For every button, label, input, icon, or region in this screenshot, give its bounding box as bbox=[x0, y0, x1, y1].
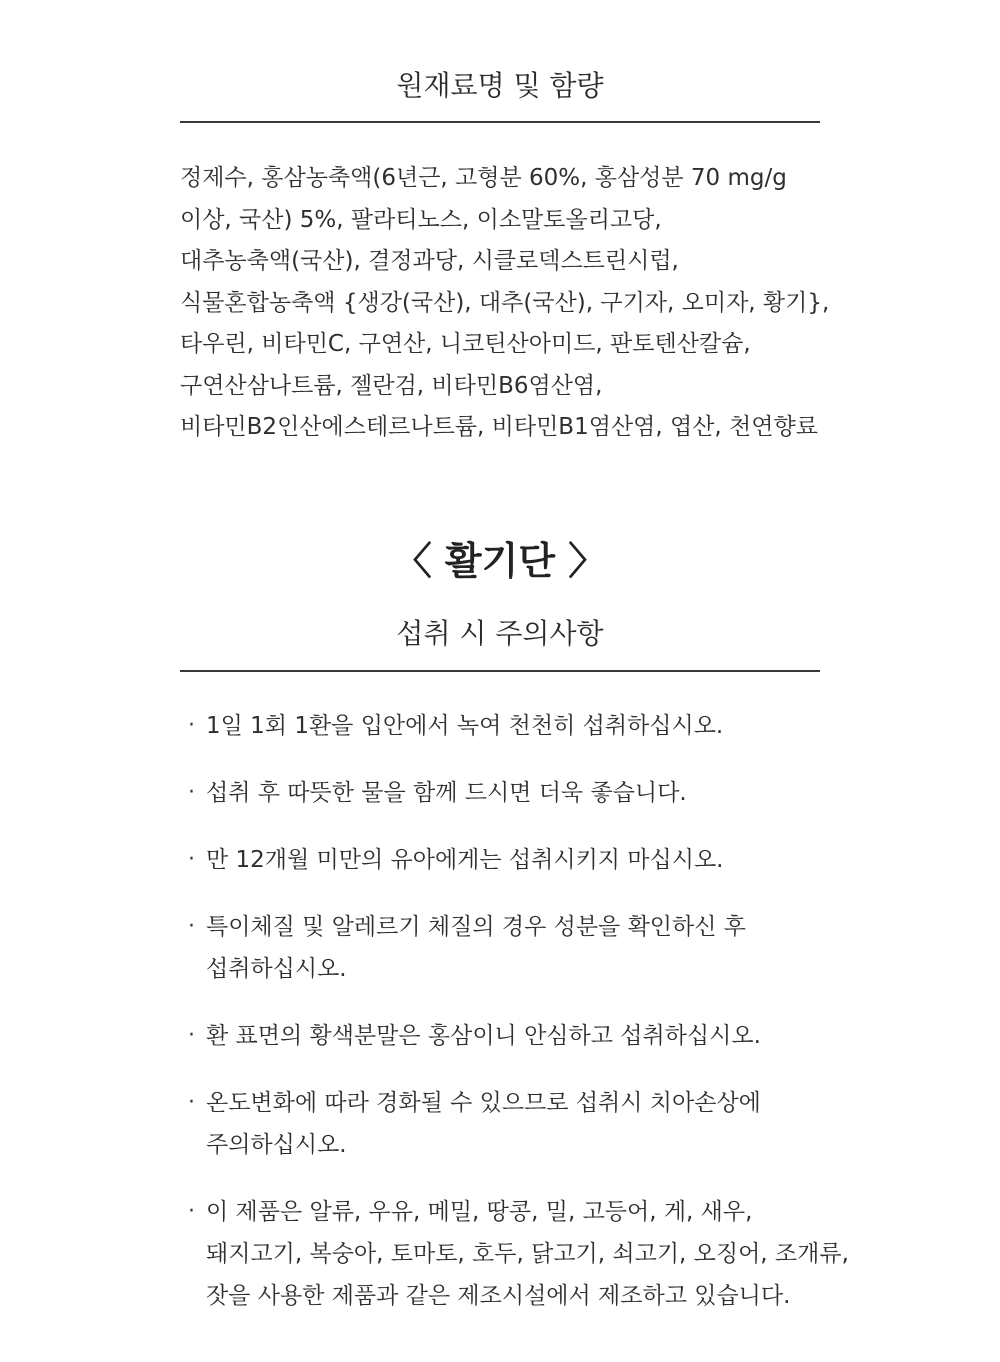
bullet-icon: · bbox=[188, 1090, 195, 1115]
caution-text: 주의하십시오. bbox=[206, 1132, 347, 1158]
ingredients-divider bbox=[180, 121, 820, 123]
caution-text: 1일 1회 1환을 입안에서 녹여 천천히 섭취하십시오. bbox=[206, 713, 724, 739]
bullet-icon: · bbox=[188, 914, 195, 939]
ingredients-list bbox=[180, 158, 830, 449]
ingredients-line: 정제수, 홍삼농축액(6년근, 고형분 60%, 홍삼성분 70 mg/g bbox=[180, 165, 787, 191]
caution-text: 온도변화에 따라 경화될 수 있으므로 섭취시 치아손상에 bbox=[206, 1090, 761, 1116]
ingredients-line: 대추농축액(국산), 결정과당, 시클로덱스트린시럽, bbox=[180, 248, 679, 274]
caution-divider bbox=[180, 670, 820, 672]
caution-text: 특이체질 및 알레르기 체질의 경우 성분을 확인하신 후 bbox=[206, 914, 746, 940]
caution-text: 만 12개월 미만의 유아에게는 섭취시키지 마십시오. bbox=[206, 847, 724, 873]
ingredients-line: 타우린, 비타민C, 구연산, 니코틴산아미드, 판토텐산칼슘, bbox=[180, 331, 751, 357]
ingredients-title: 원재료명 및 함량 bbox=[396, 69, 604, 102]
caution-title: 섭취 시 주의사항 bbox=[396, 617, 604, 650]
caution-item bbox=[180, 839, 840, 881]
caution-text: 이 제품은 알류, 우유, 메밀, 땅콩, 밀, 고등어, 게, 새우, bbox=[206, 1199, 753, 1225]
caution-text: 섭취하십시오. bbox=[206, 956, 347, 982]
caution-text: 환 표면의 황색분말은 홍삼이니 안심하고 섭취하십시오. bbox=[206, 1023, 761, 1049]
caution-item bbox=[180, 1082, 840, 1166]
caution-list bbox=[180, 705, 849, 1342]
bullet-icon: · bbox=[188, 780, 195, 805]
caution-text: 돼지고기, 복숭아, 토마토, 호두, 닭고기, 쇠고기, 오징어, 조개류, bbox=[206, 1241, 849, 1267]
ingredients-line: 비타민B2인산에스테르나트륨, 비타민B1염산염, 엽산, 천연향료 bbox=[180, 414, 818, 440]
ingredients-line: 이상, 국산) 5%, 팔라티노스, 이소말토올리고당, bbox=[180, 206, 662, 233]
bullet-icon: · bbox=[188, 847, 195, 872]
caution-item bbox=[180, 705, 840, 747]
caution-item bbox=[180, 906, 840, 990]
caution-item bbox=[180, 1191, 849, 1317]
ingredients-line: 식물혼합농축액 {생강(국산), 대추(국산), 구기자, 오미자, 황기}, bbox=[180, 289, 830, 316]
bullet-icon: · bbox=[188, 1199, 195, 1224]
bullet-icon: · bbox=[188, 1023, 195, 1048]
bullet-icon: · bbox=[188, 713, 195, 738]
product-name: 〈 활기단 〉 bbox=[393, 539, 607, 583]
caution-item bbox=[180, 772, 840, 814]
caution-text: 잣을 사용한 제품과 같은 제조시설에서 제조하고 있습니다. bbox=[206, 1283, 791, 1309]
ingredients-line: 구연산삼나트륨, 젤란검, 비타민B6염산염, bbox=[180, 372, 603, 399]
caution-text: 섭취 후 따뜻한 물을 함께 드시면 더욱 좋습니다. bbox=[206, 780, 687, 806]
caution-item bbox=[180, 1015, 840, 1057]
